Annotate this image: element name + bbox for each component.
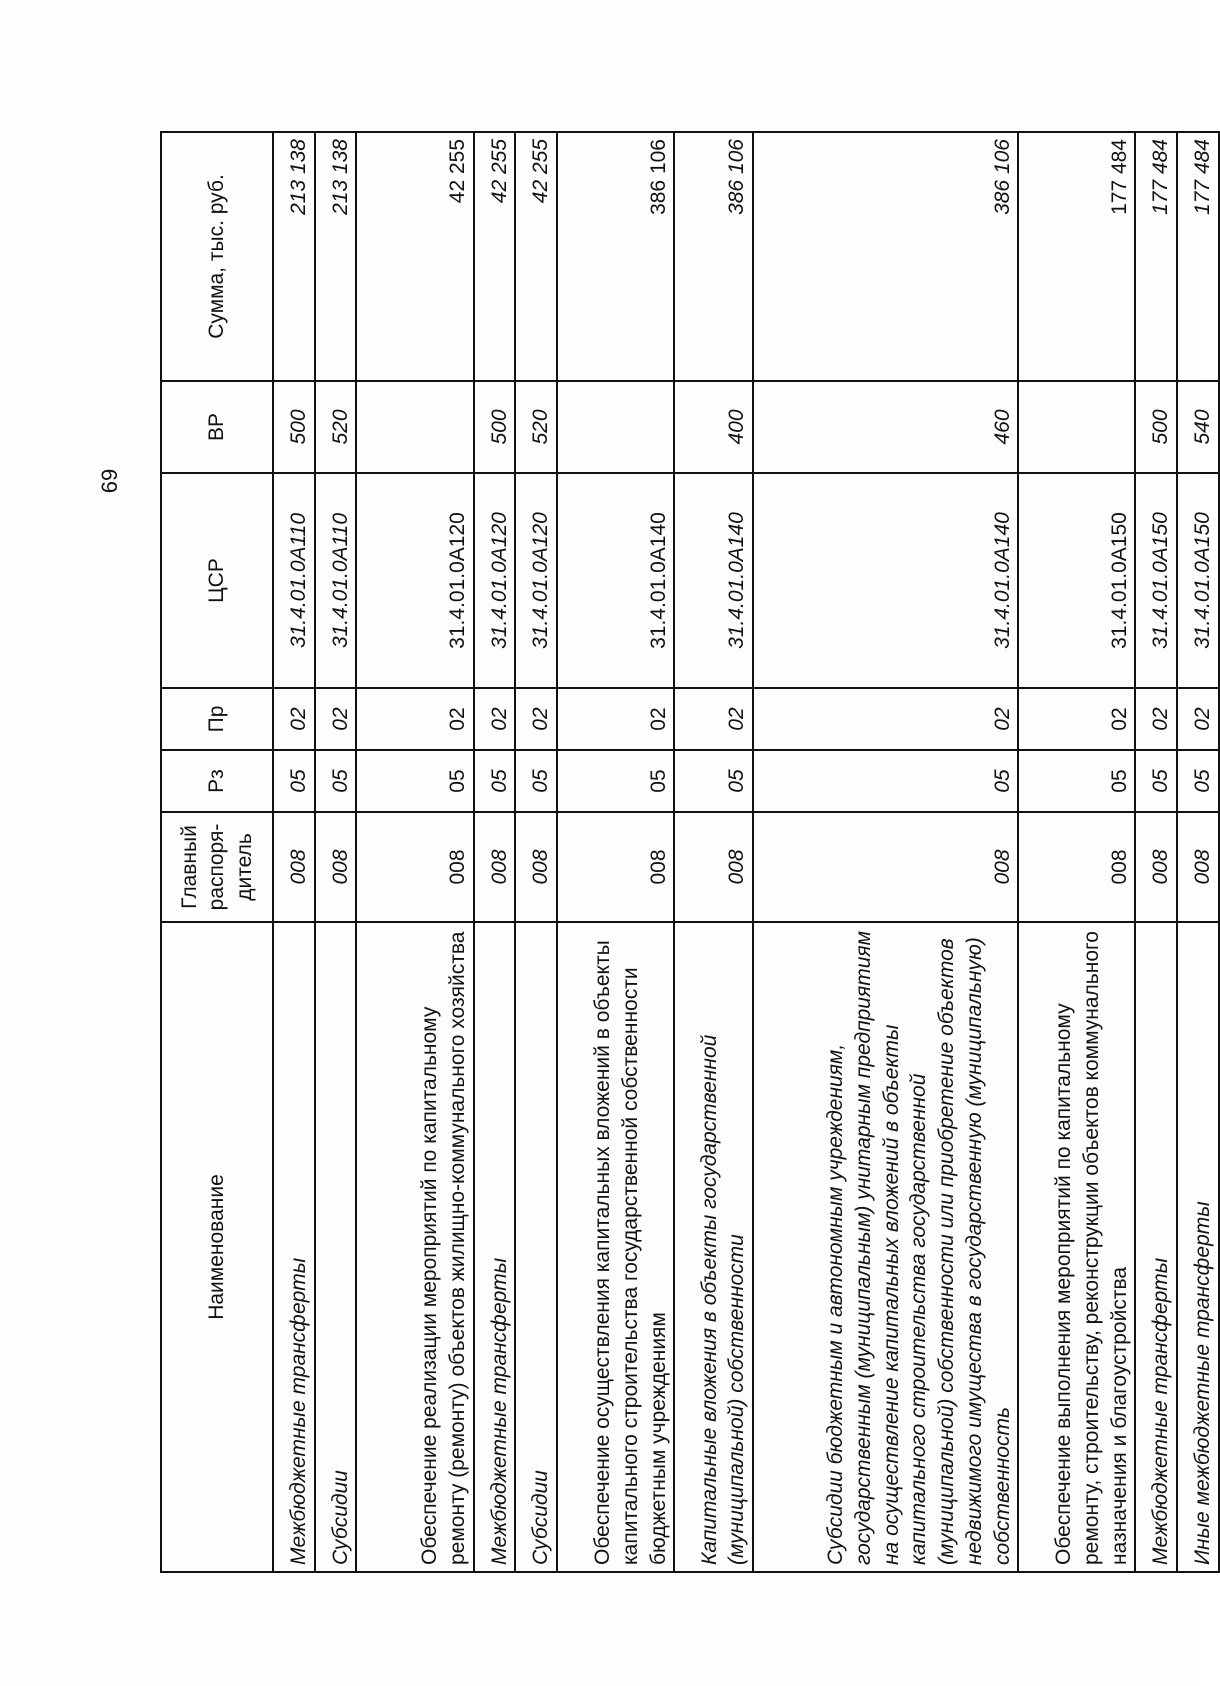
table-row: [1018, 132, 1135, 1572]
row-vr: 520: [515, 381, 557, 473]
row-amount: 42 255: [356, 132, 473, 381]
row-csr: 31.4.01.0А140: [674, 473, 753, 688]
row-main-manager: 008: [1135, 812, 1177, 922]
row-amount: 177 484: [1135, 132, 1177, 381]
row-amount: 42 255: [474, 132, 516, 381]
row-main-manager: 008: [515, 812, 557, 922]
row-amount: 177 484: [1177, 132, 1219, 381]
row-vr: 500: [1135, 381, 1177, 473]
row-rz: 05: [474, 750, 516, 812]
row-csr: 31.4.01.0А140: [557, 473, 674, 688]
row-name: Иные межбюджетные трансферты: [1177, 922, 1219, 1572]
row-vr: 500: [273, 381, 315, 473]
row-name: Обеспечение выполнения мероприятий по капитальному ремонту, строительству, реконструкции объектов коммунального назначения и благоустройства: [1018, 922, 1135, 1572]
row-main-manager: 008: [474, 812, 516, 922]
row-csr: 31.4.01.0А120: [515, 473, 557, 688]
row-csr: 31.4.01.0А150: [1177, 473, 1219, 688]
row-pr: 02: [515, 688, 557, 750]
row-pr: 02: [557, 688, 674, 750]
row-vr: 540: [1177, 381, 1219, 473]
row-name: Субсидии: [515, 922, 557, 1572]
row-amount: 177 484: [1018, 132, 1135, 381]
header-rz: Рз: [161, 750, 273, 812]
row-name: Субсидии бюджетным и автономным учреждениям, государственным (муниципальным) унитарным предприятиям на осуществление капитальных вложений в объекты капитального строительства государственной (муниципальной) собственности или приобретение объектов недвижимого имущества в государственную (муниципальную) собственность: [753, 922, 1018, 1572]
row-vr: 460: [753, 381, 1018, 473]
row-name: Межбюджетные трансферты: [474, 922, 516, 1572]
header-pr: Пр: [161, 688, 273, 750]
row-pr: 02: [315, 688, 357, 750]
row-amount: 213 138: [273, 132, 315, 381]
row-pr: 02: [674, 688, 753, 750]
row-name: Межбюджетные трансферты: [1135, 922, 1177, 1572]
row-name: Обеспечение осуществления капитальных вложений в объекты капитального строительства государственной собственности бюджетным учреждениям: [557, 922, 674, 1572]
table-row: [356, 132, 473, 1572]
row-pr: 02: [1177, 688, 1219, 750]
row-rz: 05: [674, 750, 753, 812]
row-rz: 05: [1135, 750, 1177, 812]
row-rz: 05: [557, 750, 674, 812]
table-row: [557, 132, 674, 1572]
row-pr: 02: [1135, 688, 1177, 750]
row-vr: 400: [674, 381, 753, 473]
row-main-manager: 008: [1177, 812, 1219, 922]
row-main-manager: 008: [356, 812, 473, 922]
row-rz: 05: [515, 750, 557, 812]
row-amount: 386 106: [753, 132, 1018, 381]
row-main-manager: 008: [557, 812, 674, 922]
row-rz: 05: [1177, 750, 1219, 812]
row-vr: 520: [315, 381, 357, 473]
table-row: [753, 132, 1018, 1572]
budget-table: [160, 131, 1220, 1573]
row-rz: 05: [356, 750, 473, 812]
row-vr: [356, 381, 473, 473]
row-main-manager: 008: [1018, 812, 1135, 922]
header-csr: ЦСР: [161, 473, 273, 688]
table-row: [1135, 132, 1177, 1572]
header-amount: Сумма, тыс. руб.: [161, 132, 273, 381]
table-row: [674, 132, 753, 1572]
row-pr: 02: [753, 688, 1018, 750]
row-vr: 500: [474, 381, 516, 473]
row-rz: 05: [753, 750, 1018, 812]
table-header-row: [161, 132, 273, 1572]
rotated-table-wrapper: [160, 133, 1220, 1573]
row-csr: 31.4.01.0А120: [474, 473, 516, 688]
row-csr: 31.4.01.0А150: [1018, 473, 1135, 688]
row-amount: 213 138: [315, 132, 357, 381]
row-csr: 31.4.01.0А110: [273, 473, 315, 688]
row-vr: [557, 381, 674, 473]
row-rz: 05: [273, 750, 315, 812]
table-row: [474, 132, 516, 1572]
row-pr: 02: [1018, 688, 1135, 750]
row-amount: 386 106: [674, 132, 753, 381]
header-name: Наименование: [161, 922, 273, 1572]
row-name: Капитальные вложения в объекты государственной (муниципальной) собственности: [674, 922, 753, 1572]
table-row: [273, 132, 315, 1572]
table-row: [515, 132, 557, 1572]
row-csr: 31.4.01.0А140: [753, 473, 1018, 688]
row-rz: 05: [1018, 750, 1135, 812]
header-vr: ВР: [161, 381, 273, 473]
table-row: [315, 132, 357, 1572]
row-main-manager: 008: [315, 812, 357, 922]
row-csr: 31.4.01.0А110: [315, 473, 357, 688]
row-rz: 05: [315, 750, 357, 812]
row-pr: 02: [356, 688, 473, 750]
row-vr: [1018, 381, 1135, 473]
row-main-manager: 008: [273, 812, 315, 922]
row-name: Обеспечение реализации мероприятий по капитальному ремонту (ремонту) объектов жилищно-коммунального хозяйства: [356, 922, 473, 1572]
row-main-manager: 008: [753, 812, 1018, 922]
row-csr: 31.4.01.0А120: [356, 473, 473, 688]
row-pr: 02: [273, 688, 315, 750]
row-amount: 386 106: [557, 132, 674, 381]
row-name: Межбюджетные трансферты: [273, 922, 315, 1572]
row-main-manager: 008: [674, 812, 753, 922]
page-number: 69: [97, 468, 122, 494]
header-main-manager: Главный распоря- дитель: [161, 812, 273, 922]
row-amount: 42 255: [515, 132, 557, 381]
row-name: Субсидии: [315, 922, 357, 1572]
row-pr: 02: [474, 688, 516, 750]
table-row: [1177, 132, 1219, 1572]
row-csr: 31.4.01.0А150: [1135, 473, 1177, 688]
